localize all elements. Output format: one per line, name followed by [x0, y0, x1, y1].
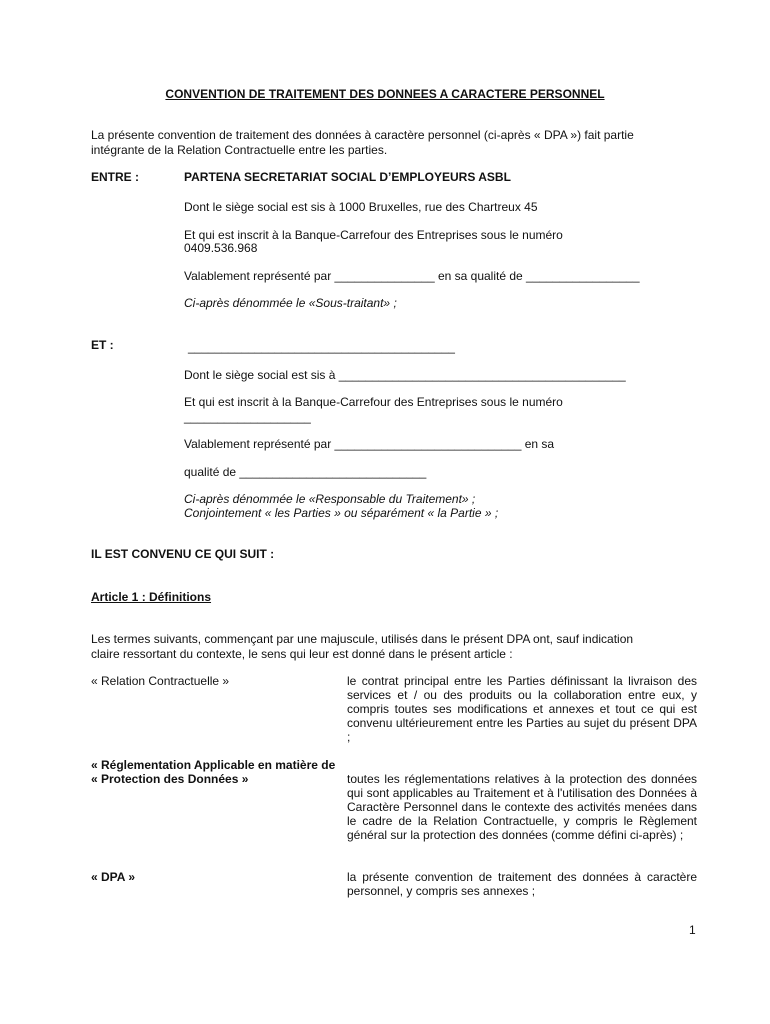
- party2-quality: qualité de ____________________________: [184, 465, 427, 479]
- party2-registry-line-1: Et qui est inscrit à la Banque-Carrefour des Entreprises sous le numéro: [184, 395, 563, 409]
- party1-designation: Ci-après dénommée le «Sous-traitant» ;: [184, 296, 397, 310]
- article1-heading: Article 1 : Définitions: [91, 590, 212, 604]
- party1-seat: Dont le siège social est sis à 1000 Bruxelles, rue des Chartreux 45: [184, 200, 538, 214]
- document-title: CONVENTION DE TRAITEMENT DES DONNEES A CARACTERE PERSONNEL: [165, 87, 605, 101]
- intro-line-2: intégrante de la Relation Contractuelle entre les parties.: [91, 143, 388, 157]
- party1-representation: Valablement représenté par _______________ en sa qualité de _________________: [184, 269, 640, 283]
- party2-label: ET :: [91, 338, 114, 352]
- definition-term-line-2: « Protection des Données »: [91, 772, 249, 786]
- party2-registry-number: ___________________: [184, 410, 311, 424]
- definition-term: [91, 674, 229, 688]
- party2-name-blank: ________________________________________: [188, 340, 455, 354]
- party1-registry-number: 0409.536.968: [184, 241, 258, 255]
- party1-label: ENTRE :: [91, 170, 139, 184]
- article1-intro-1: Les termes suivants, commençant par une majuscule, utilisés dans le présent DPA ont, sauf indication: [91, 632, 634, 646]
- party1-name: PARTENA SECRETARIAT SOCIAL D’EMPLOYEURS ASBL: [184, 170, 511, 184]
- definition-text: la présente convention de traitement des données à caractère personnel, y compris ses annexes ;: [347, 870, 697, 898]
- party1-registry-line-1: Et qui est inscrit à la Banque-Carrefour des Entreprises sous le numéro: [184, 228, 563, 242]
- article1-intro-2: claire ressortant du contexte, le sens qui leur est donné dans le présent article :: [91, 647, 513, 661]
- party2-representation: Valablement représenté par ____________________________ en sa: [184, 437, 555, 451]
- party2-designation-1: Ci-après dénommée le «Responsable du Traitement» ;: [184, 492, 476, 506]
- definition-text: le contrat principal entre les Parties définissant la livraison des services et / ou des produits ou la collaboration entre eux, y compris toutes ses modifications et annexes et tout ce qui est convenu ultérieurement entre les Parties au sujet du présent DPA ;: [347, 674, 697, 744]
- definition-text: toutes les réglementations relatives à la protection des données qui sont applicables au Traitement et à l'utilisation des Données à Caractère Personnel dans le contexte des activités menées dans le cadre de la Relation Contractuelle, y compris le Règlement général sur la protection des données (comme défini ci-après) ;: [347, 772, 697, 842]
- party2-designation-2: Conjointement « les Parties » ou séparément « la Partie » ;: [184, 506, 499, 520]
- party2-seat: Dont le siège social est sis à ___________________________________________: [184, 368, 626, 382]
- page-number: 1: [689, 923, 696, 937]
- definition-term-text: « Relation Contractuelle »: [91, 674, 230, 688]
- definition-term: « DPA »: [91, 870, 136, 884]
- agreed-heading: IL EST CONVENU CE QUI SUIT :: [91, 547, 275, 561]
- definition-term-line-1: « Réglementation Applicable en matière de: [91, 758, 336, 772]
- intro-line-1: La présente convention de traitement des données à caractère personnel (ci-après « DPA ») fait partie: [91, 128, 634, 142]
